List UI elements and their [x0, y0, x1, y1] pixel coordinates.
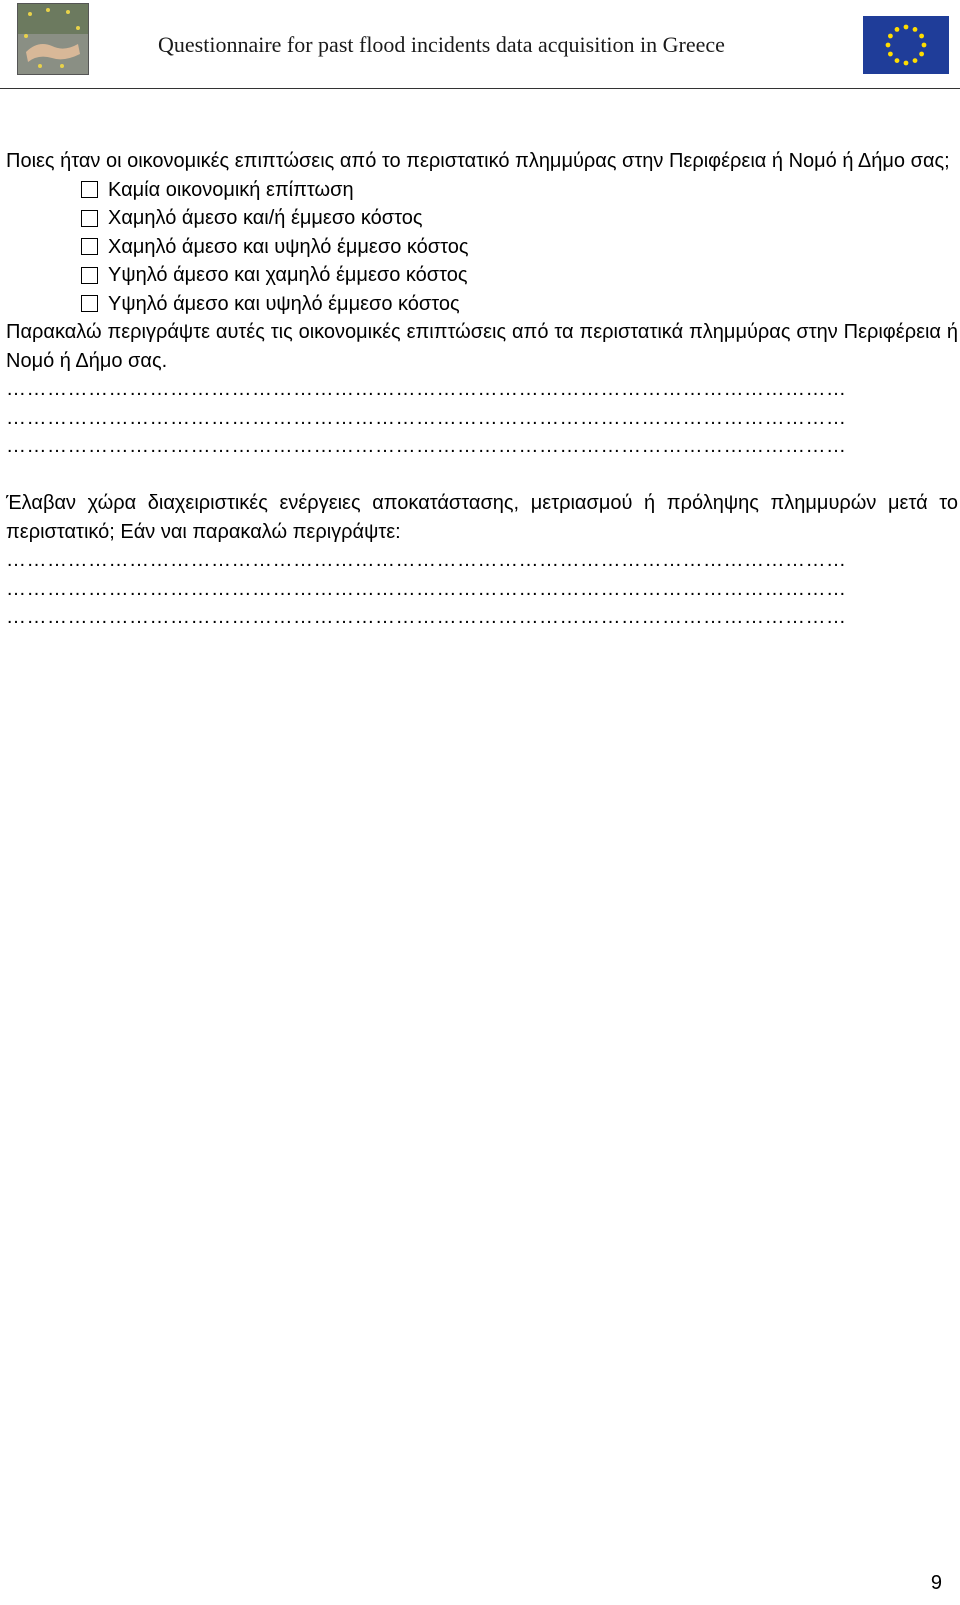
checkbox[interactable] [81, 295, 98, 312]
checkbox[interactable] [81, 181, 98, 198]
page-content [6, 147, 958, 632]
question-management-actions: Έλαβαν χώρα διαχειριστικές ενέργειες αποκατάστασης, μετριασμού ή πρόληψης πλημμυρών μετά το περιστατικό; Εάν ναι παρακαλώ περιγράψτε: [6, 492, 958, 543]
question-economic-impacts: Ποιες ήταν οι οικονομικές επιπτώσεις από το περιστατικό πλημμύρας στην Περιφέρεια ή Νομό ή Δήμο σας; [6, 150, 950, 172]
option-label: Χαμηλό άμεσο και υψηλό έμμεσο κόστος [108, 235, 469, 258]
economic-impact-options [6, 176, 958, 319]
describe-impacts-prompt: Παρακαλώ περιγράψτε αυτές τις οικονομικές επιπτώσεις από τα περιστατικά πλημμύρας στην Περιφέρεια ή Νομό ή Δήμο σας. [6, 321, 958, 372]
answer-line[interactable]: …………………………………………………………………………………………………………… [6, 577, 847, 600]
option-label: Υψηλό άμεσο και υψηλό έμμεσο κόστος [108, 292, 460, 315]
answer-line[interactable]: …………………………………………………………………………………………………………… [6, 606, 847, 628]
answer-line[interactable]: …………………………………………………………………………………………………………… [6, 435, 847, 457]
option-high-direct-low-indirect [6, 261, 958, 290]
answer-line[interactable]: …………………………………………………………………………………………………………… [6, 378, 847, 400]
header-divider [0, 88, 960, 89]
option-high-direct-high-indirect [6, 290, 958, 319]
page-header [0, 0, 960, 90]
checkbox[interactable] [81, 238, 98, 255]
option-no-impact [6, 176, 958, 205]
checkbox[interactable] [81, 267, 98, 284]
option-label: Καμία οικονομική επίπτωση [108, 178, 354, 201]
option-low-direct-high-indirect [6, 233, 958, 262]
project-logo [17, 3, 89, 75]
page-number: 9 [930, 1572, 942, 1594]
eu-flag-icon [863, 16, 949, 74]
document-title: Questionnaire for past flood incidents data acquisition in Greece [158, 32, 725, 57]
option-label: Υψηλό άμεσο και χαμηλό έμμεσο κόστος [108, 264, 468, 286]
answer-line[interactable]: …………………………………………………………………………………………………………… [6, 406, 847, 429]
option-low-direct-indirect [6, 204, 958, 233]
spacer [6, 461, 958, 490]
option-label: Χαμηλό άμεσο και/ή έμμεσο κόστος [108, 207, 423, 229]
checkbox[interactable] [81, 210, 98, 227]
answer-line[interactable]: …………………………………………………………………………………………………………… [6, 549, 847, 571]
